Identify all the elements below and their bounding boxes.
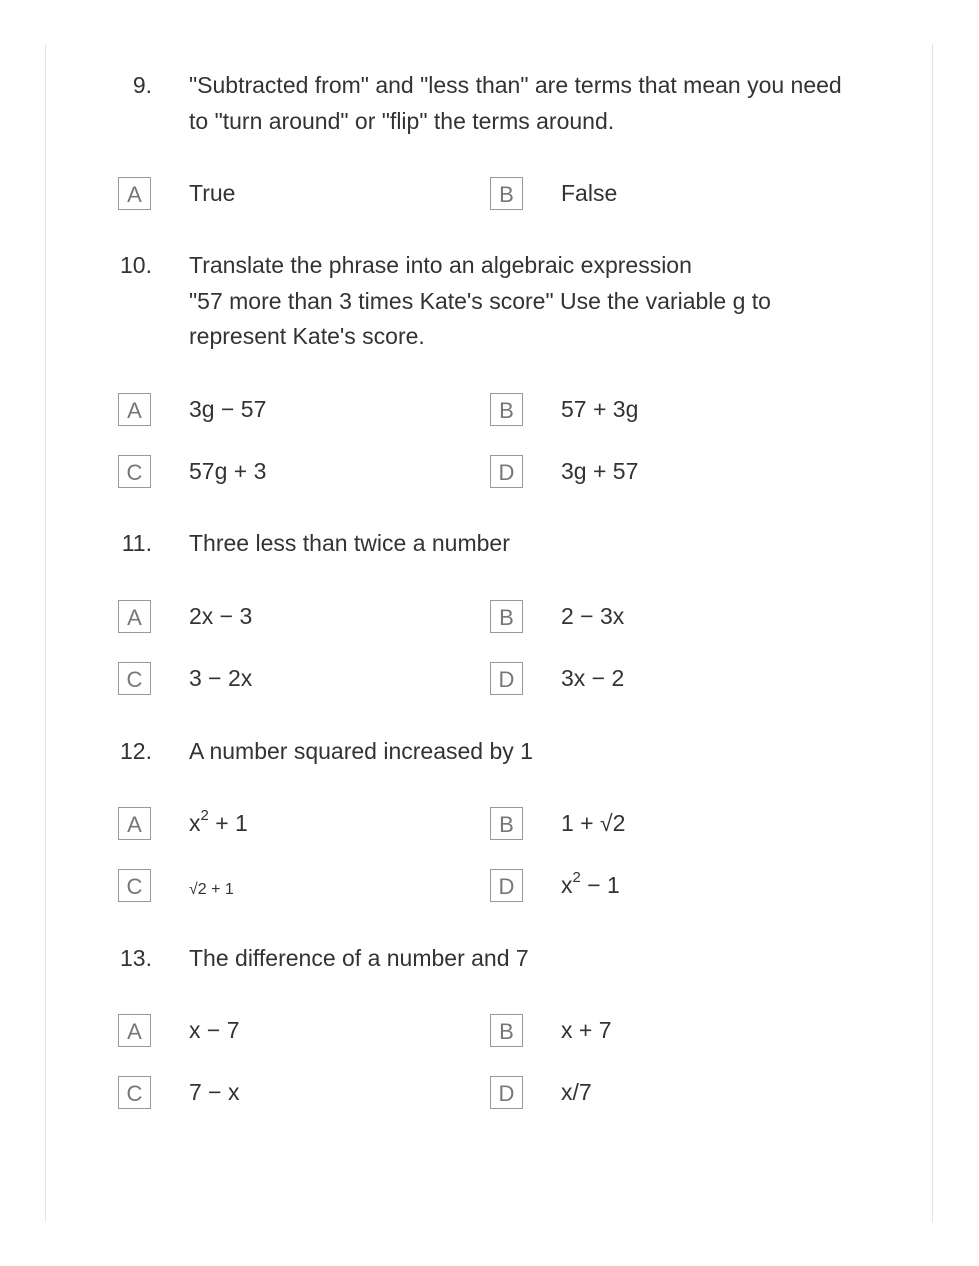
option-letter-box[interactable]: B (490, 600, 523, 633)
option-letter-box[interactable]: B (490, 1014, 523, 1047)
question-text: "Subtracted from" and "less than" are terms that mean you need to "turn around" or "flip" the terms around. (189, 72, 842, 134)
option-letter-box[interactable]: B (490, 177, 523, 210)
option-letter-box[interactable]: D (490, 869, 523, 902)
option-letter-box[interactable]: C (118, 869, 151, 902)
option-text: 3g − 57 (189, 396, 267, 422)
expression-rest: + 1 (208, 810, 248, 836)
question-number: 11. (121, 530, 152, 556)
option-text: 2x − 3 (189, 603, 253, 629)
option-letter-box[interactable]: B (490, 393, 523, 426)
option-text: x/7 (561, 1079, 592, 1105)
expression-exponent: 2 (200, 807, 209, 825)
expression-base: x (189, 810, 201, 836)
expression-base: x (561, 872, 573, 898)
option-text: 57 + 3g (561, 396, 639, 422)
option-letter-box[interactable]: B (490, 807, 523, 840)
question-number: 10. (120, 252, 152, 278)
option-letter-box[interactable]: A (118, 1014, 151, 1047)
option-text: 57g + 3 (189, 458, 267, 484)
question-text: The difference of a number and 7 (189, 945, 529, 971)
expression-exponent: 2 (572, 869, 581, 887)
question-number: 12. (120, 738, 152, 764)
option-letter-box[interactable]: D (490, 1076, 523, 1109)
option-letter-box[interactable]: D (490, 455, 523, 488)
option-letter-box[interactable]: A (118, 177, 151, 210)
option-text: False (561, 180, 618, 206)
question-text: A number squared increased by 1 (189, 738, 533, 764)
option-text: 3 − 2x (189, 665, 253, 691)
page-left-border (45, 44, 46, 1222)
option-letter-box[interactable]: A (118, 600, 151, 633)
option-text: x + 7 (561, 1017, 612, 1043)
option-text (189, 807, 248, 840)
option-text: True (189, 180, 236, 206)
expression-rest: − 1 (580, 872, 620, 898)
option-letter-box[interactable]: C (118, 1076, 151, 1109)
question-number: 9. (132, 72, 152, 98)
option-text: 1 + √2 (561, 810, 626, 836)
option-text: 3g + 57 (561, 458, 639, 484)
option-letter-box[interactable]: A (118, 807, 151, 840)
option-text: 2 − 3x (561, 603, 625, 629)
option-text: 3x − 2 (561, 665, 625, 691)
option-text: √2 + 1 (189, 881, 234, 898)
option-letter-box[interactable]: C (118, 662, 151, 695)
question-text: Three less than twice a number (189, 530, 510, 556)
option-text: 7 − x (189, 1079, 240, 1105)
question-text: Translate the phrase into an algebraic expression "57 more than 3 times Kate's score" Use the variable g to represent Kate's score. (189, 252, 771, 349)
option-text: x − 7 (189, 1017, 240, 1043)
option-letter-box[interactable]: C (118, 455, 151, 488)
option-letter-box[interactable]: D (490, 662, 523, 695)
option-text (561, 869, 620, 902)
question-number: 13. (120, 945, 152, 971)
page-right-border (932, 44, 933, 1222)
option-letter-box[interactable]: A (118, 393, 151, 426)
